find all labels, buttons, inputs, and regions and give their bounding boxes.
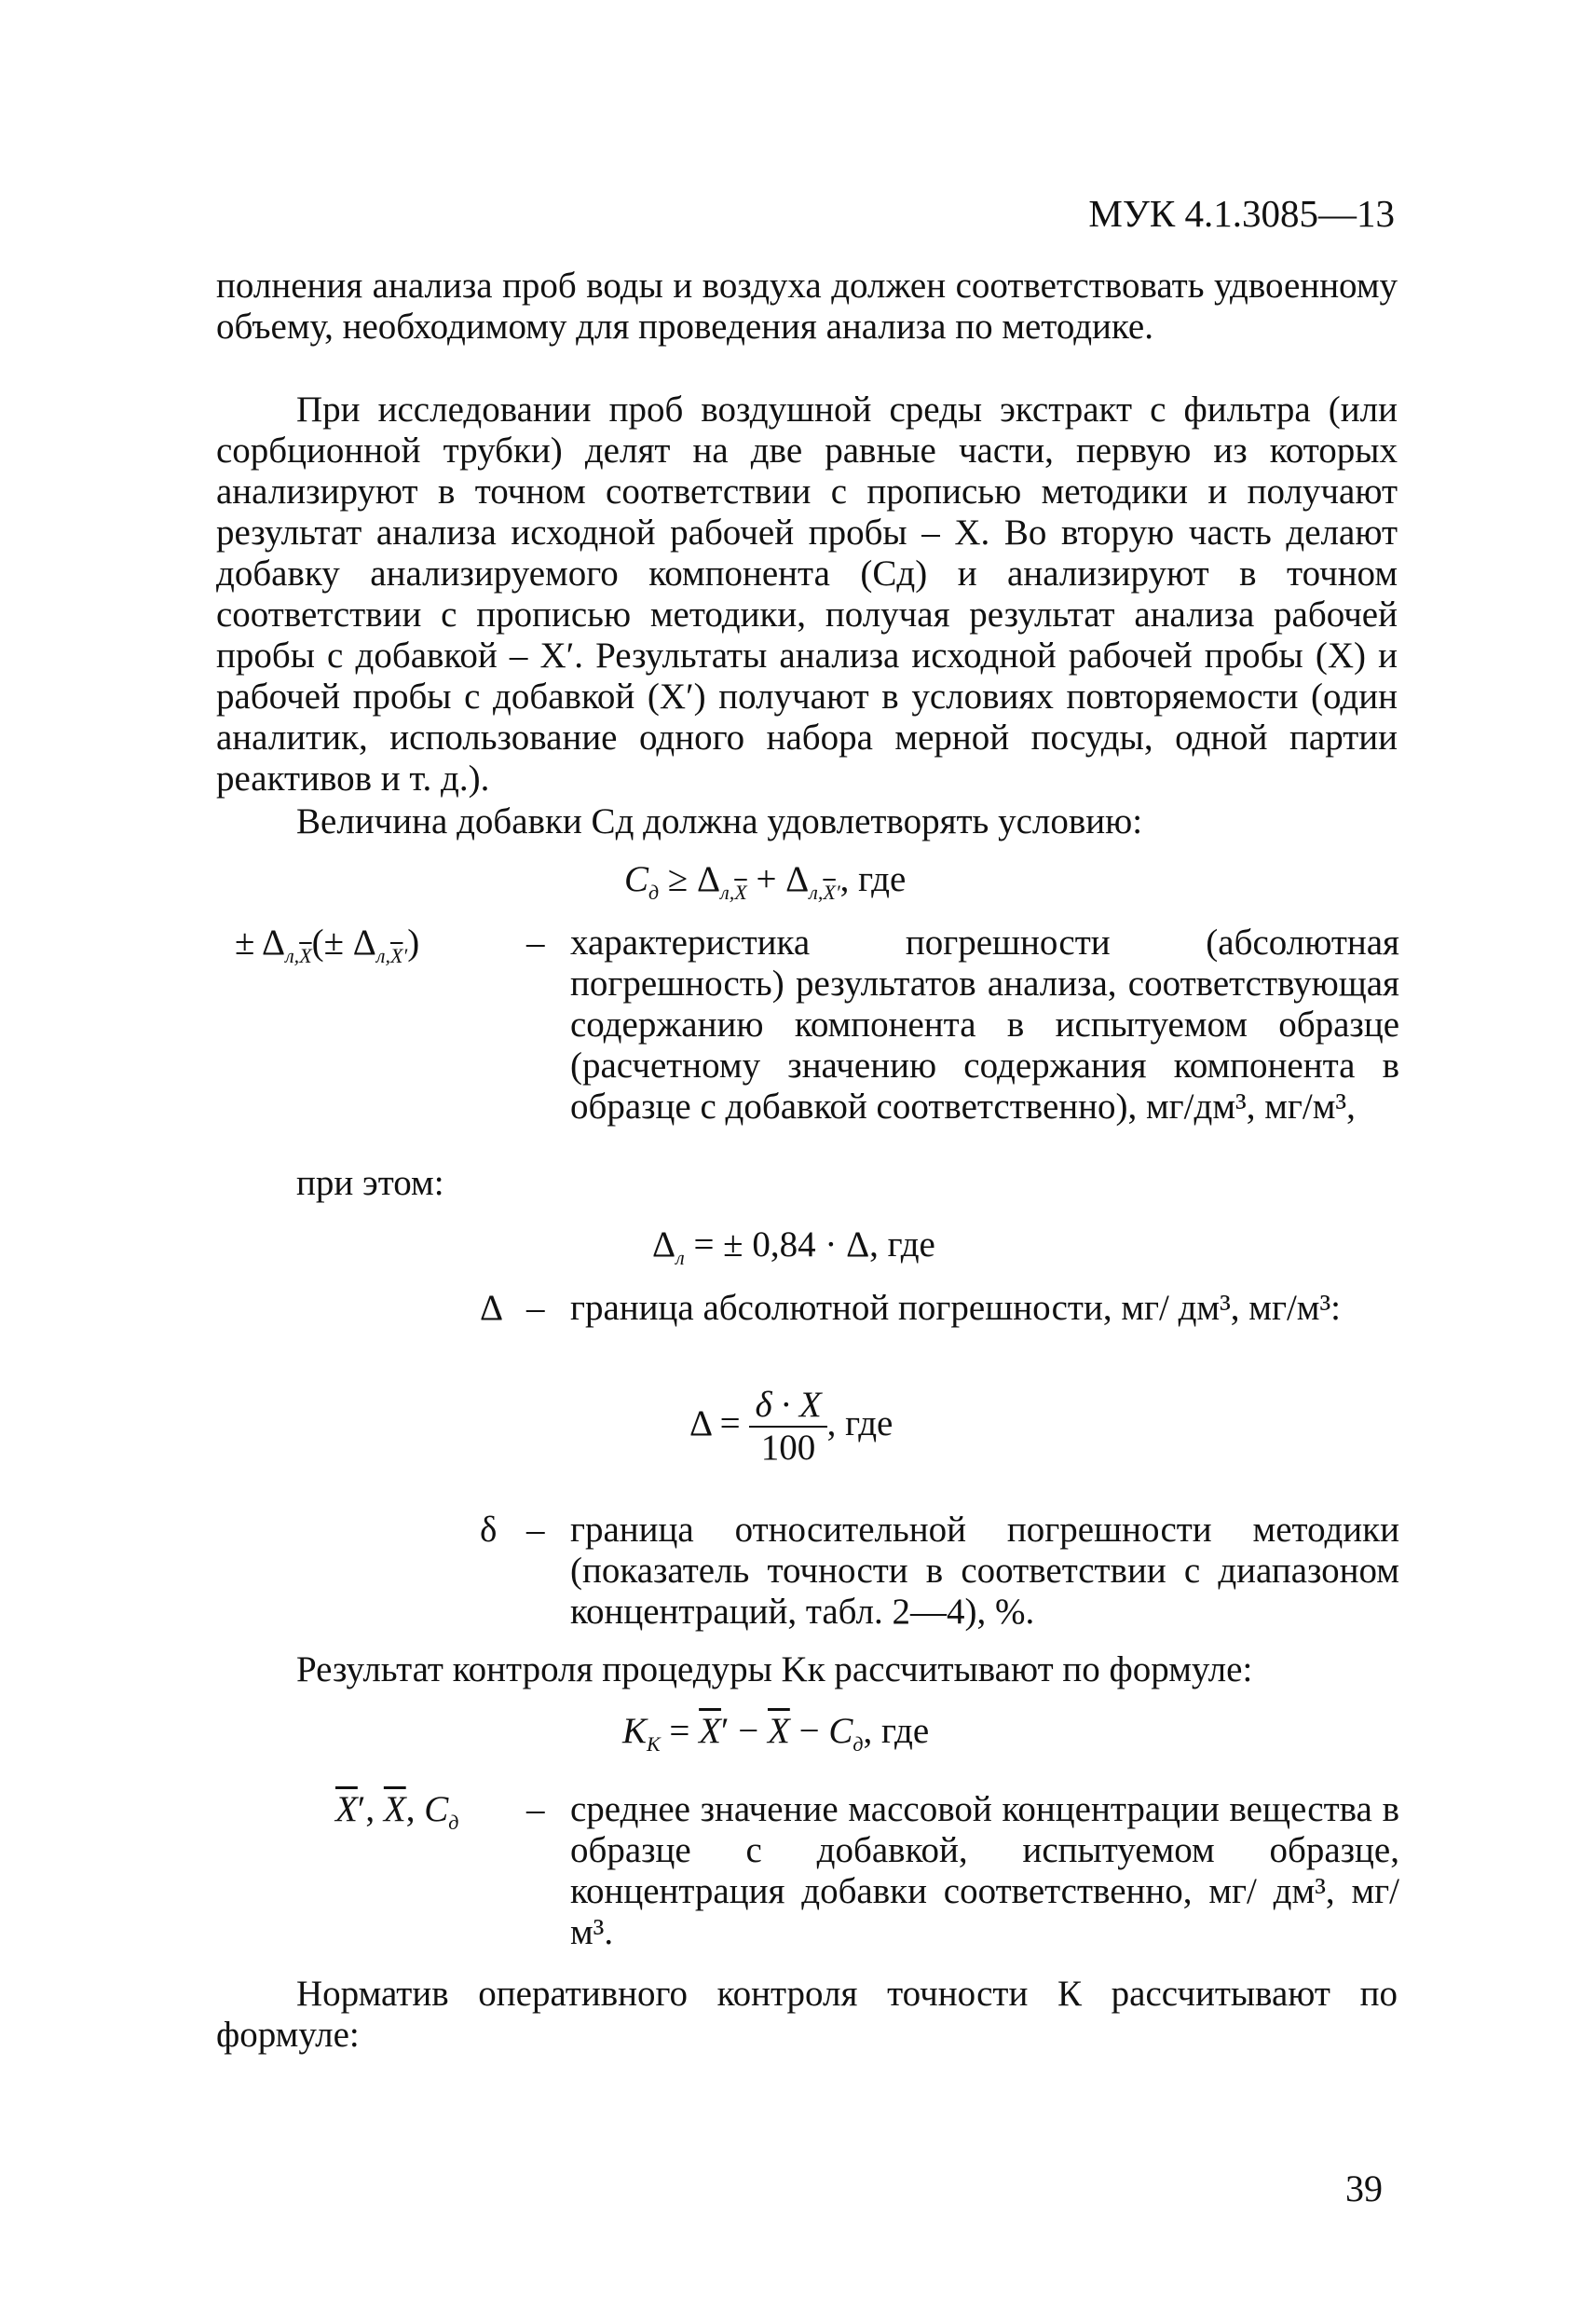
formula-delta-fraction bbox=[689, 1385, 893, 1469]
formula-where-word: , где bbox=[869, 1224, 935, 1265]
definition-text-means: среднее значение массовой концентрации вещества в образце с добавкой, испытуемом образце, концентрация добавки соответственно, мг/ дм³, мг/м³. bbox=[570, 1789, 1399, 1952]
definition-symbol-delta-small: δ bbox=[480, 1510, 498, 1550]
fraction bbox=[749, 1385, 826, 1469]
page-number: 39 bbox=[1345, 2167, 1383, 2209]
definition-symbol-delta: Δ bbox=[480, 1288, 504, 1328]
definition-dash: – bbox=[526, 1510, 545, 1550]
definition-dash: – bbox=[526, 1288, 545, 1328]
paragraph-norm: Норматив оперативного контроля точности К рассчитывают по формуле: bbox=[216, 1974, 1398, 2055]
document-code-header: МУК 4.1.3085—13 bbox=[1088, 192, 1395, 235]
formula-additive-condition: $C_д \ge \Delta_{л,\overline{X}} + \Delta_{л,\overline{X}'}$, где bbox=[624, 859, 907, 904]
paragraph-control-result: Результат контроля процедуры Kк рассчитывают по формуле: bbox=[296, 1649, 1253, 1689]
formula-delta-l: $\Delta_л$ = ± 0,84 · Δ, где bbox=[652, 1224, 935, 1269]
definition-dash: – bbox=[526, 1789, 545, 1829]
formula-where-word: , где bbox=[839, 859, 907, 899]
definition-text-delta: граница абсолютной погрешности, мг/ дм³, мг/м³: bbox=[570, 1288, 1342, 1328]
fraction-numerator: δ · X bbox=[749, 1385, 826, 1428]
formula-where-word: , где bbox=[826, 1402, 893, 1443]
definition-text-error-characteristic: характеристика погрешности (абсолютная погрешность) результатов анализа, соответствующая содержанию компонента в испытуемом образце (расчетному значению содержания компонента в образце с добавкой соответственно), мг/дм³, мг/м³, bbox=[570, 923, 1399, 1127]
formula-delta-l-value: = ± 0,84 · Δ bbox=[693, 1224, 870, 1265]
definition-text-relative-error: граница относительной погрешности методики (показатель точности в соответствии с диапазоном концентраций, табл. 2—4), %. bbox=[570, 1510, 1399, 1632]
definition-symbol-means: $\overline{X}'$, $\overline{X}$, $C_д$ bbox=[335, 1789, 459, 1834]
formula-where-word: , где bbox=[863, 1711, 930, 1751]
paragraph-pri-etom: при этом: bbox=[296, 1163, 444, 1203]
paragraph-additive-condition: Величина добавки Cд должна удовлетворять условию: bbox=[296, 801, 1143, 841]
formula-delta-lhs: Δ = bbox=[689, 1402, 741, 1443]
paragraph-air-samples: При исследовании проб воздушной среды экстракт с фильтра (или сорбционной трубки) делят на две равные части, первую из которых анализируют в точном соответствии с прописью методики и получают результат анализа исходной рабочей пробы – X. Во вторую часть делают добавку анализируемого компонента (Cд) и анализируют в точном соответствии с прописью методики, получая результат анализа рабочей пробы с добавкой – X′. Результаты анализа исходной рабочей пробы (X) и рабочей пробы с добавкой (X′) получают в условиях повторяемости (один аналитик, использование одного набора мерной посуды, одной партии реактивов и т. д.). bbox=[216, 390, 1398, 799]
paragraph-continuation: полнения анализа проб воды и воздуха должен соответствовать удвоенному объему, необходимому для проведения анализа по методике. bbox=[216, 266, 1398, 347]
fraction-denominator: 100 bbox=[760, 1428, 816, 1468]
definition-dash: – bbox=[526, 923, 545, 963]
formula-control-result: $K_К = \overline{X}' - \overline{X} - C_д$, где bbox=[622, 1711, 930, 1756]
definition-symbol-error-characteristic: ± $\Delta_{л,\overline{X}}(\pm \Delta_{л,\overline{X}'})$ bbox=[235, 923, 420, 967]
